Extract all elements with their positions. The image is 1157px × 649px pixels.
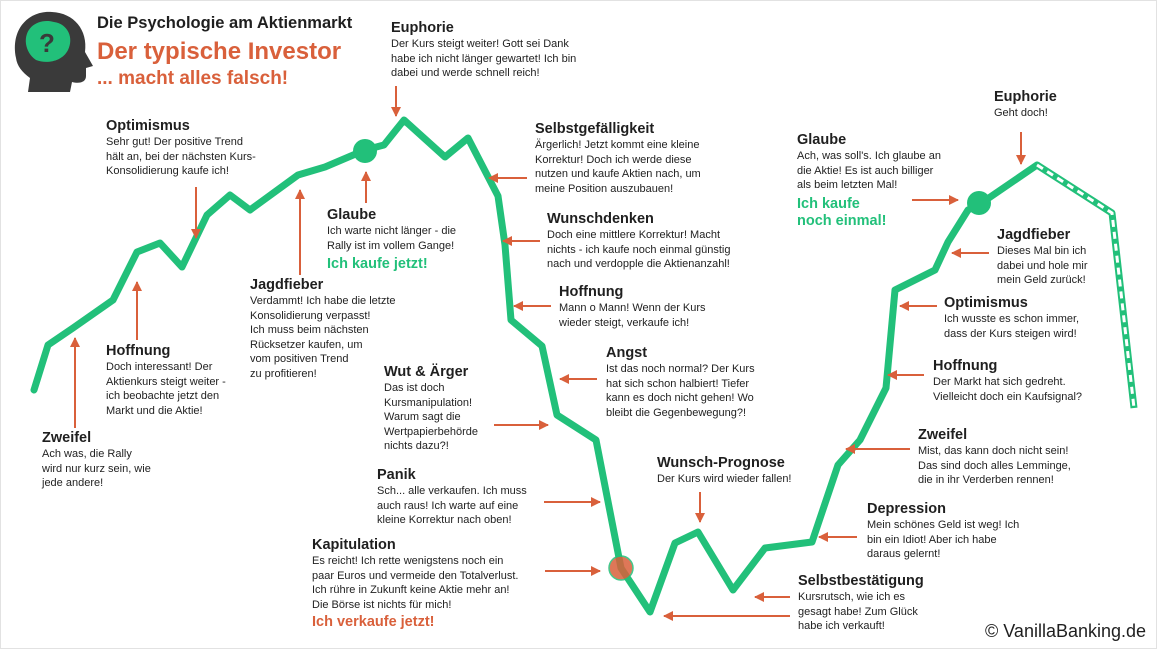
phase-heading: Jagdfieber <box>250 277 324 293</box>
phase-euphorie-2 <box>994 89 1057 121</box>
phase-heading: Wunsch-Prognose <box>657 455 785 471</box>
phase-heading: Panik <box>377 467 416 483</box>
phase-jagdfieber-1 <box>250 277 396 381</box>
phase-hoffnung-2 <box>559 284 706 330</box>
head-question-icon <box>15 12 93 92</box>
phase-hoffnung-1 <box>106 343 226 418</box>
phase-depression <box>867 501 1019 562</box>
phase-text: Ach, was soll's. Ich glaube an die Aktie! Es ist auch billiger als beim letzten Mal! <box>797 150 941 191</box>
phase-text: Mein schönes Geld ist weg! Ich bin ein Idiot! Aber ich habe daraus gelernt! <box>867 519 1020 560</box>
page-title: Der typische Investor <box>97 38 342 65</box>
phase-text: Verdammt! Ich habe die letzte Konsolidierung verpasst! Ich muss beim nächsten Rücksetzer kaufen, um vom positiven Trend zu profitieren! <box>250 295 396 380</box>
phase-heading: Hoffnung <box>933 358 998 374</box>
phase-heading: Glaube <box>327 207 377 223</box>
buy-marker <box>353 139 377 163</box>
phase-text: Doch interessant! Der Aktienkurs steigt weiter - ich beobachte jetzt den Markt und die Aktie! <box>106 361 226 417</box>
phase-text: Der Kurs wird wieder fallen! <box>657 473 792 485</box>
logo-question-mark: ? <box>39 28 55 58</box>
phase-text: Es reicht! Ich rette wenigstens noch ein paar Euros und vermeide den Totalverlust. Ich rühre in Zukunft keine Aktie mehr an! Die Börse ist nichts für mich! <box>312 555 519 611</box>
phase-panik <box>377 467 527 528</box>
phase-zweifel-2 <box>918 427 1071 488</box>
phase-heading: Euphorie <box>994 89 1057 105</box>
phase-selbstgefaelligkeit <box>535 121 701 196</box>
phase-heading: Kapitulation <box>312 537 396 553</box>
phase-heading: Depression <box>867 501 946 517</box>
phase-heading: Selbstgefälligkeit <box>535 121 655 137</box>
phase-text: Mist, das kann doch nicht sein! Das sind doch alles Lemminge, die in ihr Verderben rennen! <box>918 445 1071 486</box>
phase-text: Sch... alle verkaufen. Ich muss auch raus! Ich warte auf eine kleine Korrektur nach oben! <box>377 485 527 526</box>
phase-text: Ist das noch normal? Der Kurs hat sich schon halbiert! Tiefer kann es doch nicht gehen! Wo bleibt die Gegenbewegung?! <box>606 363 755 419</box>
phase-euphorie-1 <box>391 20 576 81</box>
phase-wunsch-prognose <box>657 455 792 487</box>
phase-text: Geht doch! <box>994 107 1048 119</box>
phase-text: Mann o Mann! Wenn der Kurs wieder steigt, verkaufe ich! <box>559 302 706 329</box>
phase-text: Das ist doch Kursmanipulation! Warum sagt die Wertpapierbehörde nichts dazu?! <box>384 382 478 452</box>
phase-heading: Optimismus <box>106 118 190 134</box>
phase-text: Dieses Mal bin ich dabei und hole mir mein Geld zurück! <box>997 245 1088 286</box>
phase-hoffnung-3 <box>933 358 1082 404</box>
phase-heading: Hoffnung <box>106 343 171 359</box>
phase-glaube-1 <box>327 207 456 273</box>
phase-text: Kursrutsch, wie ich es gesagt habe! Zum Glück habe ich verkauft! <box>798 591 918 632</box>
phase-wunschdenken <box>547 211 730 272</box>
phase-heading: Optimismus <box>944 295 1028 311</box>
page-subtitle: Die Psychologie am Aktienmarkt <box>97 14 353 32</box>
phase-heading: Glaube <box>797 132 847 148</box>
phase-heading: Hoffnung <box>559 284 624 300</box>
phase-text: Ach was, die Rally wird nur kurz sein, wie jede andere! <box>42 448 151 489</box>
phase-optimismus-2 <box>944 295 1079 341</box>
phase-kapitulation <box>312 537 518 631</box>
phase-optimismus-1 <box>106 118 256 179</box>
phase-heading: Zweifel <box>918 427 968 443</box>
rebuy-marker <box>967 191 991 215</box>
phase-wut-aerger <box>384 364 478 454</box>
phase-heading: Zweifel <box>42 430 92 446</box>
phase-jagdfieber-2 <box>997 227 1088 288</box>
phase-selbstbestaetigung <box>798 573 924 634</box>
phase-glaube-2 <box>797 132 941 230</box>
page-tagline: ... macht alles falsch! <box>97 68 289 89</box>
phase-text: Ich warte nicht länger - die Rally ist im vollem Gange! <box>327 225 457 252</box>
buy-call-to-action: Ich kaufe jetzt! <box>327 256 428 272</box>
phase-text: Ärgerlich! Jetzt kommt eine kleine Korrektur! Doch ich werde diese nutzen und kaufe Aktien nach, um meine Position auszubauen! <box>535 139 701 195</box>
phase-text: Doch eine mittlere Korrektur! Macht nichts - ich kaufe noch einmal günstig nach und verdopple die Aktienanzahl! <box>547 229 731 270</box>
rebuy-call-to-action: Ich kaufe noch einmal! <box>797 195 887 229</box>
phase-heading: Wunschdenken <box>547 211 654 227</box>
phase-heading: Jagdfieber <box>997 227 1071 243</box>
phase-heading: Wut & Ärger <box>384 364 469 380</box>
phase-heading: Angst <box>606 345 648 361</box>
sell-marker <box>609 556 633 580</box>
phase-heading: Euphorie <box>391 20 454 36</box>
phase-text: Der Markt hat sich gedreht. Vielleicht doch ein Kaufsignal? <box>933 376 1083 403</box>
phase-angst <box>606 345 755 420</box>
phase-zweifel-1 <box>42 430 151 491</box>
phase-text: Ich wusste es schon immer, dass der Kurs steigen wird! <box>944 313 1080 340</box>
copyright-notice: © VanillaBanking.de <box>985 621 1147 641</box>
phase-heading: Selbstbestätigung <box>798 573 924 589</box>
phase-text: Der Kurs steigt weiter! Gott sei Dank habe ich nicht länger gewartet! Ich bin dabei und werde schnell reich! <box>391 38 577 79</box>
phase-text: Sehr gut! Der positive Trend hält an, bei der nächsten Kurs- Konsolidierung kaufe ich! <box>106 136 256 177</box>
sell-call-to-action: Ich verkaufe jetzt! <box>312 614 435 630</box>
